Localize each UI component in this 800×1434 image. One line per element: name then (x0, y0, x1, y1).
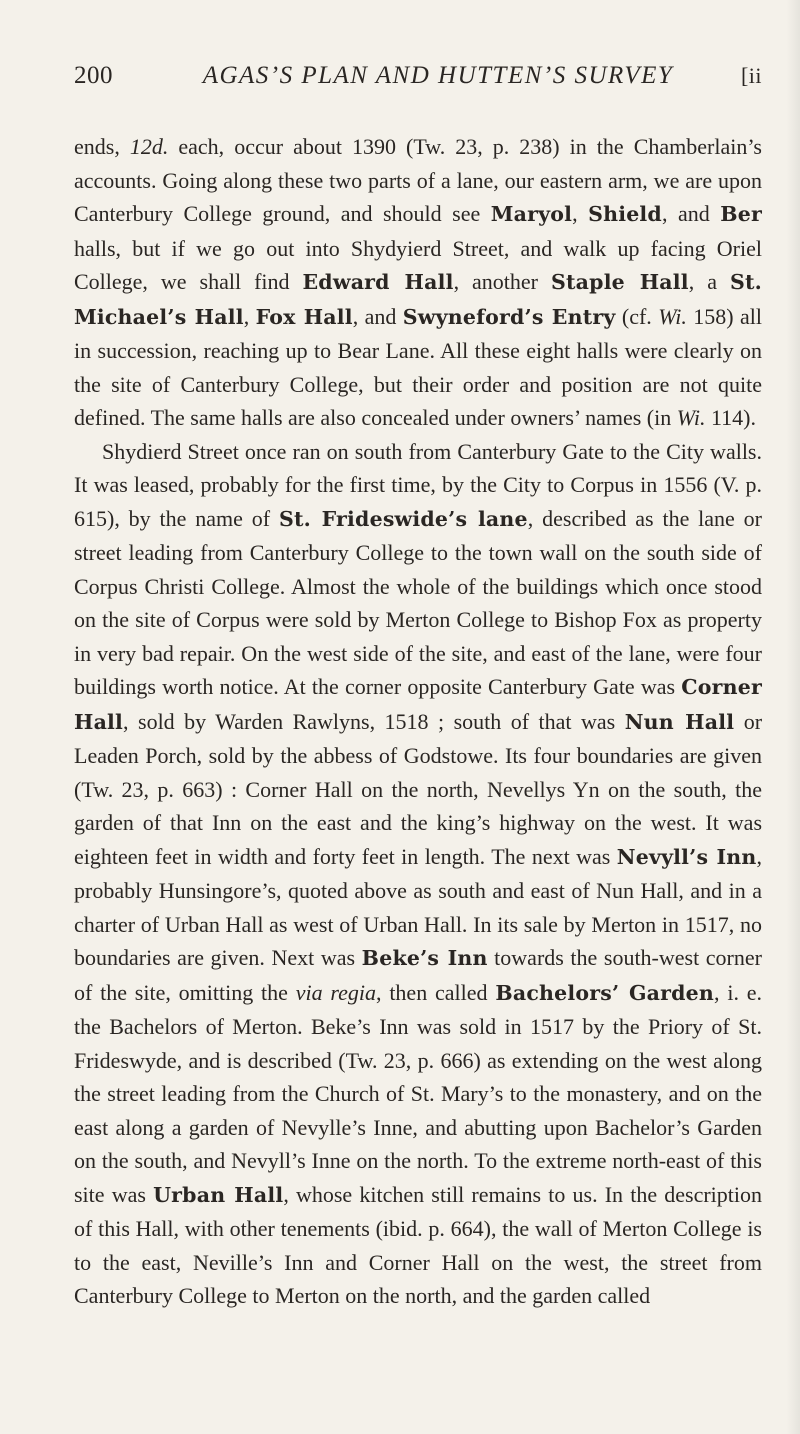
text-run: , probably Hunsingore’s, quoted above as south and east of Nun Hall, and in a charter of Urban Hall as west of Urban Hall. In its sale by Merton in 1517, no boundaries are given. Next was (74, 843, 762, 970)
text-run: , described as the lane or street leading from Canterbury College to the town wall on the south side of Corpus Christi College. Almost the whole of the buildings which once stood on the site of Corpus were sold by Merton College to Bishop Fox as property in very bad repair. On the west side of the site, and east of the lane, were four buildings worth notice. At the corner opposite Canterbury Gate was (74, 505, 763, 699)
text-run: , (243, 303, 256, 329)
text-run: , sold by Warden Rawlyns, 1518 ; south of that was (123, 708, 625, 734)
paragraph (74, 435, 762, 1313)
text-run: , another (453, 269, 551, 294)
place-name: Nevyll’s Inn (616, 844, 757, 869)
text-run: towards the south-west corner of the site, omitting the (74, 945, 762, 1005)
text-run: 114). (705, 405, 756, 430)
text-run: or Leaden Porch, sold by the abbess of Godstowe. Its four boundaries are given (Tw. 23, p. 663) : Corner Hall on the north, Nevellys Yn on the south, the garden of that Inn on the east and the king’s highway on the west. It was eighteen feet in width and forty feet in length. The next was (74, 708, 763, 869)
italic-text: Wi. (658, 303, 687, 329)
place-name: Fox Hall (255, 304, 353, 329)
text-run: , a (688, 269, 730, 294)
italic-text: Wi. (676, 405, 706, 430)
section-mark: [ii (740, 63, 762, 88)
place-name: Corner Hall (74, 675, 762, 734)
text-run: Shydierd Street once ran on south from Canterbury Gate to the City walls. It was leased, probably for the first time, by the City to Corpus in 1556 (V. p. 615), by the name of (74, 438, 762, 531)
text-run: each, occur about 1390 (Tw. 23, p. 238) in the Chamberlain’s accounts. Going along these two parts of a lane, our eastern arm, we are upon Canterbury College ground, and should see (74, 134, 762, 226)
place-name: St. Michael’s Hall (74, 270, 763, 329)
text-run: , whose kitchen still remains to us. In the description of this Hall, with other tenements (ibid. p. 664), the wall of Merton College is to the east, Neville’s Inn and Corner Hall on the west, the street from Canterbury College to Merton on the north, and the garden called (74, 1181, 762, 1308)
text-run: , and (661, 201, 721, 226)
place-name: Nun Hall (624, 709, 735, 734)
text-run: , i. e. the Bachelors of Merton. Beke’s Inn was sold in 1517 by the Priory of St. Frideswyde, and is described (Tw. 23, p. 666) as extending on the west along the street leading from the Church of St. Mary’s to the monastery, and on the east along a garden of Nevylle’s Inne, and abutting upon Bachelor’s Garden on the south, and Nevyll’s Inne on the north. To the extreme north-east of this site was (74, 979, 763, 1207)
place-name: Urban Hall (153, 1182, 284, 1207)
place-name: Maryol (490, 202, 573, 226)
text-run: ends, (74, 134, 130, 159)
running-header (74, 62, 762, 102)
place-name: Edward Hall (302, 270, 454, 294)
text-run: , (572, 201, 589, 226)
text-run: halls, but if we go out into Shydyierd Street, and walk up facing Oriel College, we shall find (74, 235, 762, 294)
text-run: , then called (376, 979, 496, 1005)
italic-text: 12d. (129, 134, 169, 159)
place-name: Beke’s Inn (361, 946, 488, 970)
place-name: St. Frideswide’s lane (278, 506, 528, 531)
body-text (74, 130, 762, 1313)
italic-text: via regia (295, 979, 377, 1005)
place-name: Ber (720, 202, 763, 226)
place-name: Bachelors’ Garden (495, 980, 715, 1005)
text-run: , and (352, 303, 403, 329)
text-run: (cf. (615, 303, 659, 329)
running-title: AGAS’S PLAN AND HUTTEN’S SURVEY (202, 62, 674, 89)
page-edge-shadow (786, 0, 800, 1434)
place-name: Shield (588, 202, 662, 226)
paragraph (74, 130, 762, 435)
place-name: Staple Hall (551, 270, 689, 294)
place-name: Swyneford’s Entry (402, 304, 616, 329)
text-run: 158) all in succession, reaching up to Bear Lane. All these eight halls were clearly on the site of Canterbury College, but their order and position are not quite defined. The same halls are also concealed under owners’ names (in (74, 303, 762, 430)
page-number: 200 (74, 62, 113, 89)
